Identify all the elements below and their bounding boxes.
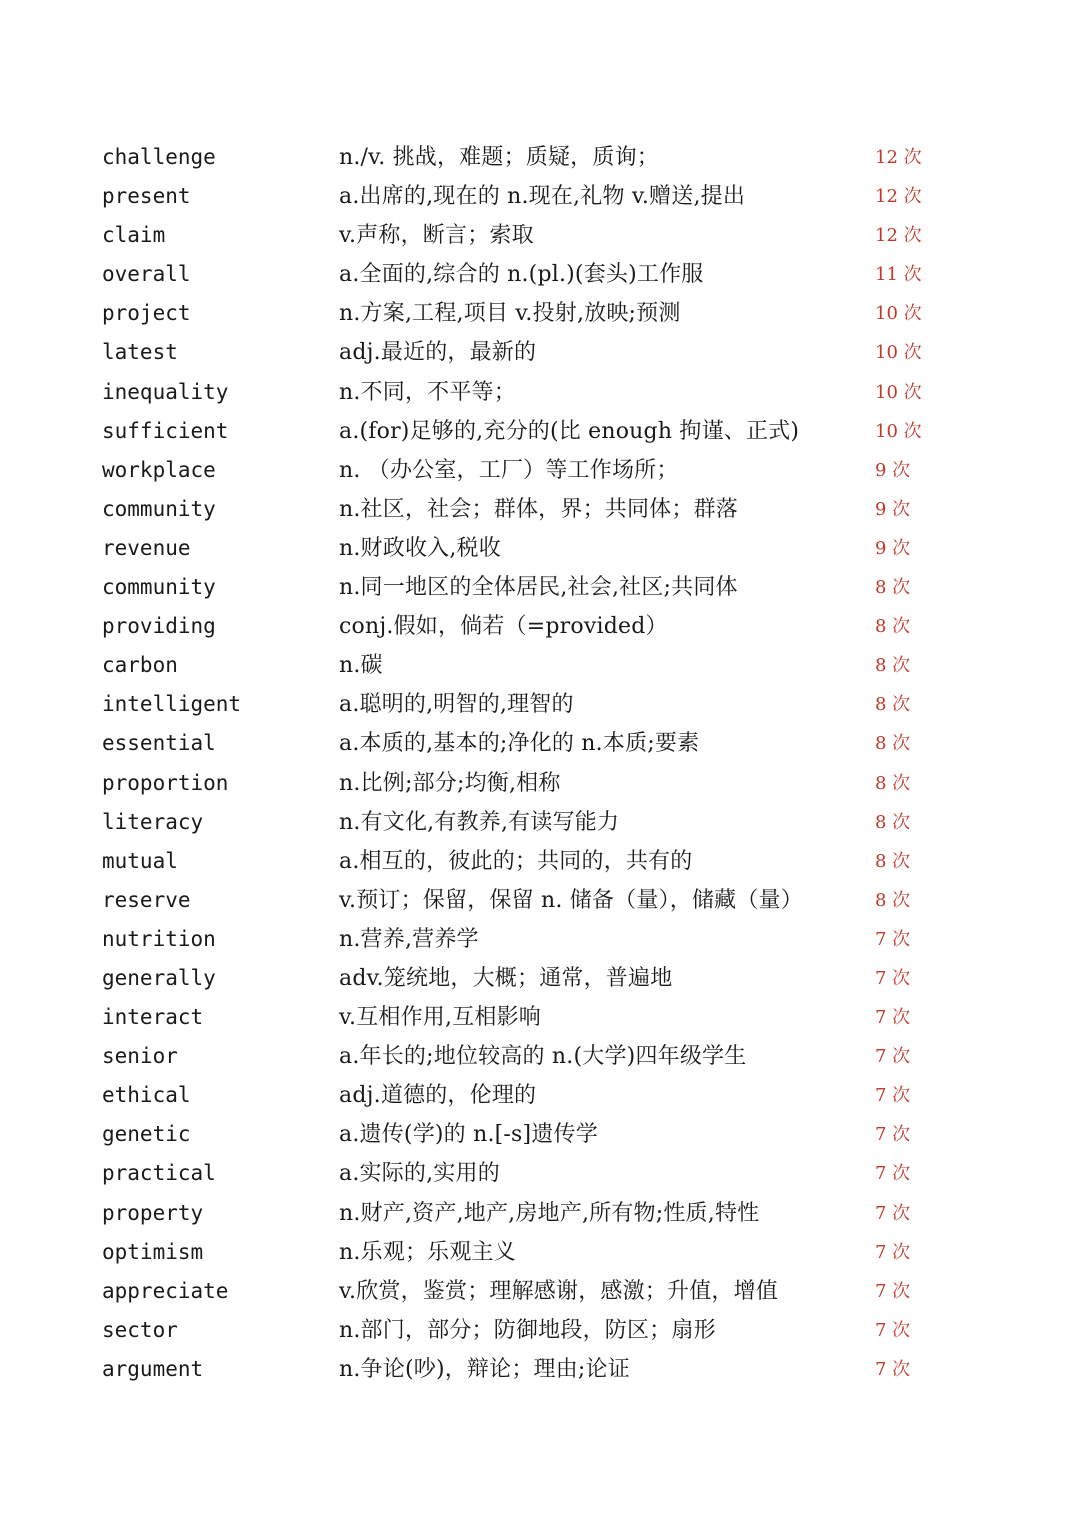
vocab-meaning: a.相互的，彼此的；共同的，共有的	[339, 848, 693, 874]
vocab-meaning: n./v. 挑战，难题；质疑，质询；	[339, 145, 659, 170]
vocab-frequency-count: 12 次	[875, 225, 922, 247]
vocab-row	[102, 1154, 982, 1193]
vocab-word: mutual	[102, 848, 178, 873]
vocab-meaning: adj.最近的，最新的	[339, 340, 537, 366]
vocab-frequency-count: 9 次	[875, 498, 911, 520]
vocab-word: interact	[102, 1005, 204, 1030]
vocab-meaning: a.遗传(学)的 n.[-s]遗传学	[339, 1122, 598, 1148]
vocab-row	[102, 529, 982, 568]
vocab-frequency-count: 8 次	[875, 811, 911, 833]
vocab-row	[102, 255, 982, 294]
vocab-row	[102, 842, 982, 881]
vocab-word: claim	[102, 223, 166, 248]
vocab-frequency-count: 8 次	[875, 655, 911, 677]
vocab-meaning: conj.假如，倘若（=provided）	[339, 614, 668, 640]
vocab-meaning: n.社区，社会；群体，界；共同体；群落	[339, 496, 738, 522]
vocab-meaning: a.全面的,综合的 n.(pl.)(套头)工作服	[339, 262, 704, 288]
vocab-word: challenge	[102, 145, 216, 169]
vocab-frequency-count: 8 次	[875, 733, 911, 755]
vocab-frequency-count: 7 次	[875, 967, 911, 989]
vocab-meaning: n.同一地区的全体居民,社会,社区;共同体	[339, 575, 738, 601]
vocab-row	[102, 920, 982, 959]
vocab-word: present	[102, 184, 191, 209]
vocab-row	[102, 724, 982, 763]
vocab-word: nutrition	[102, 926, 216, 951]
vocab-frequency-count: 10 次	[875, 420, 922, 442]
vocab-row	[102, 1272, 982, 1311]
vocab-row	[102, 412, 982, 451]
vocab-frequency-count: 7 次	[875, 1319, 911, 1341]
vocab-word: latest	[102, 340, 178, 365]
vocab-frequency-count: 10 次	[875, 342, 922, 364]
vocab-row	[102, 216, 982, 255]
vocab-meaning: n.营养,营养学	[339, 926, 479, 952]
vocab-row	[102, 294, 982, 333]
vocab-word: overall	[102, 262, 191, 287]
vocab-meaning: n.方案,工程,项目 v.投射,放映;预测	[339, 301, 681, 327]
vocab-meaning: n.碳	[339, 653, 383, 679]
vocab-word: senior	[102, 1044, 178, 1069]
vocab-frequency-count: 8 次	[875, 694, 911, 716]
vocab-frequency-count: 7 次	[875, 1124, 911, 1146]
vocab-word: inequality	[102, 379, 229, 404]
vocab-word: carbon	[102, 653, 178, 678]
vocab-meaning: n. （办公室，工厂）等工作场所；	[339, 457, 679, 483]
vocab-word: proportion	[102, 770, 229, 795]
vocab-word: genetic	[102, 1122, 191, 1147]
vocab-word: intelligent	[102, 692, 242, 717]
vocab-frequency-count: 7 次	[875, 928, 911, 950]
vocab-row	[102, 490, 982, 529]
vocab-word: argument	[102, 1356, 204, 1381]
vocab-word: property	[102, 1200, 204, 1225]
vocab-meaning: n.财政收入,税收	[339, 535, 501, 561]
vocab-row	[102, 177, 982, 216]
vocab-frequency-count: 7 次	[875, 1358, 911, 1380]
vocab-frequency-count: 7 次	[875, 1085, 911, 1107]
vocab-meaning: n.乐观；乐观主义	[339, 1239, 516, 1265]
vocab-word: sufficient	[102, 418, 229, 443]
vocab-row	[102, 1037, 982, 1076]
vocab-word: appreciate	[102, 1278, 229, 1303]
vocab-row	[102, 607, 982, 646]
vocab-word: essential	[102, 731, 216, 756]
vocab-row	[102, 1350, 982, 1389]
vocab-row	[102, 1233, 982, 1272]
vocab-word: providing	[102, 614, 216, 639]
vocab-frequency-count: 9 次	[875, 459, 911, 481]
vocab-row	[102, 568, 982, 607]
vocab-frequency-count: 10 次	[875, 303, 922, 325]
vocab-meaning: v.欣赏，鉴赏；理解感谢，感激；升值，增值	[339, 1278, 779, 1304]
vocab-meaning: a.实际的,实用的	[339, 1161, 500, 1187]
vocab-frequency-count: 9 次	[875, 537, 911, 559]
vocab-meaning: adv.笼统地，大概；通常，普遍地	[339, 965, 673, 991]
vocab-row	[102, 1076, 982, 1115]
vocab-row	[102, 333, 982, 372]
vocab-frequency-count: 8 次	[875, 616, 911, 638]
vocab-meaning: a.聪明的,明智的,理智的	[339, 692, 574, 718]
vocab-frequency-count: 10 次	[875, 381, 922, 403]
vocab-row	[102, 1115, 982, 1154]
vocab-frequency-count: 7 次	[875, 1046, 911, 1068]
vocab-frequency-count: 7 次	[875, 1163, 911, 1185]
vocab-row	[102, 373, 982, 412]
vocab-row	[102, 998, 982, 1037]
vocab-row	[102, 803, 982, 842]
vocab-row	[102, 646, 982, 685]
vocab-meaning: v.声称，断言；索取	[339, 223, 534, 249]
vocab-word: revenue	[102, 535, 191, 560]
vocab-frequency-count: 12 次	[875, 186, 922, 208]
vocab-word: community	[102, 575, 216, 600]
vocab-word: project	[102, 301, 191, 326]
vocab-frequency-count: 8 次	[875, 850, 911, 872]
vocab-meaning: n.不同，不平等；	[339, 379, 516, 405]
vocab-row	[102, 1311, 982, 1350]
vocab-meaning: v.预订；保留，保留 n. 储备（量），储藏（量）	[339, 887, 803, 913]
vocab-word: ethical	[102, 1083, 191, 1108]
vocab-meaning: n.比例;部分;均衡,相称	[339, 770, 561, 796]
vocab-row	[102, 881, 982, 920]
vocab-row	[102, 764, 982, 803]
vocab-frequency-count: 11 次	[875, 264, 922, 286]
vocab-meaning: n.争论(吵)，辩论；理由;论证	[339, 1356, 630, 1382]
vocab-frequency-count: 7 次	[875, 1241, 911, 1263]
vocab-frequency-count: 7 次	[875, 1280, 911, 1302]
vocab-word: community	[102, 496, 216, 521]
vocab-meaning: n.财产,资产,地产,房地产,所有物;性质,特性	[339, 1200, 760, 1226]
vocab-word: practical	[102, 1161, 216, 1186]
vocab-frequency-count: 8 次	[875, 772, 911, 794]
vocab-frequency-count: 7 次	[875, 1007, 911, 1029]
vocab-row	[102, 451, 982, 490]
vocab-meaning: a.(for)足够的,充分的(比 enough 拘谨、正式)	[339, 418, 800, 444]
vocab-frequency-count: 12 次	[875, 147, 922, 168]
vocab-row	[102, 138, 982, 177]
vocabulary-list	[102, 138, 982, 1389]
vocab-word: optimism	[102, 1239, 204, 1264]
vocab-word: sector	[102, 1317, 178, 1342]
vocab-row	[102, 685, 982, 724]
vocab-meaning: a.年长的;地位较高的 n.(大学)四年级学生	[339, 1044, 747, 1070]
vocab-meaning: n.有文化,有教养,有读写能力	[339, 809, 620, 835]
vocab-meaning: adj.道德的，伦理的	[339, 1083, 537, 1109]
vocab-meaning: a.出席的,现在的 n.现在,礼物 v.赠送,提出	[339, 184, 746, 210]
vocab-meaning: v.互相作用,互相影响	[339, 1005, 542, 1031]
vocab-frequency-count: 8 次	[875, 577, 911, 599]
vocab-meaning: n.部门，部分；防御地段，防区；扇形	[339, 1317, 716, 1343]
vocab-row	[102, 1194, 982, 1233]
vocab-frequency-count: 7 次	[875, 1202, 911, 1224]
vocab-row	[102, 959, 982, 998]
vocab-word: literacy	[102, 809, 204, 834]
vocab-meaning: a.本质的,基本的;净化的 n.本质;要素	[339, 731, 700, 757]
vocab-word: reserve	[102, 887, 191, 912]
vocab-frequency-count: 8 次	[875, 889, 911, 911]
vocab-word: workplace	[102, 457, 216, 482]
vocab-word: generally	[102, 965, 216, 990]
